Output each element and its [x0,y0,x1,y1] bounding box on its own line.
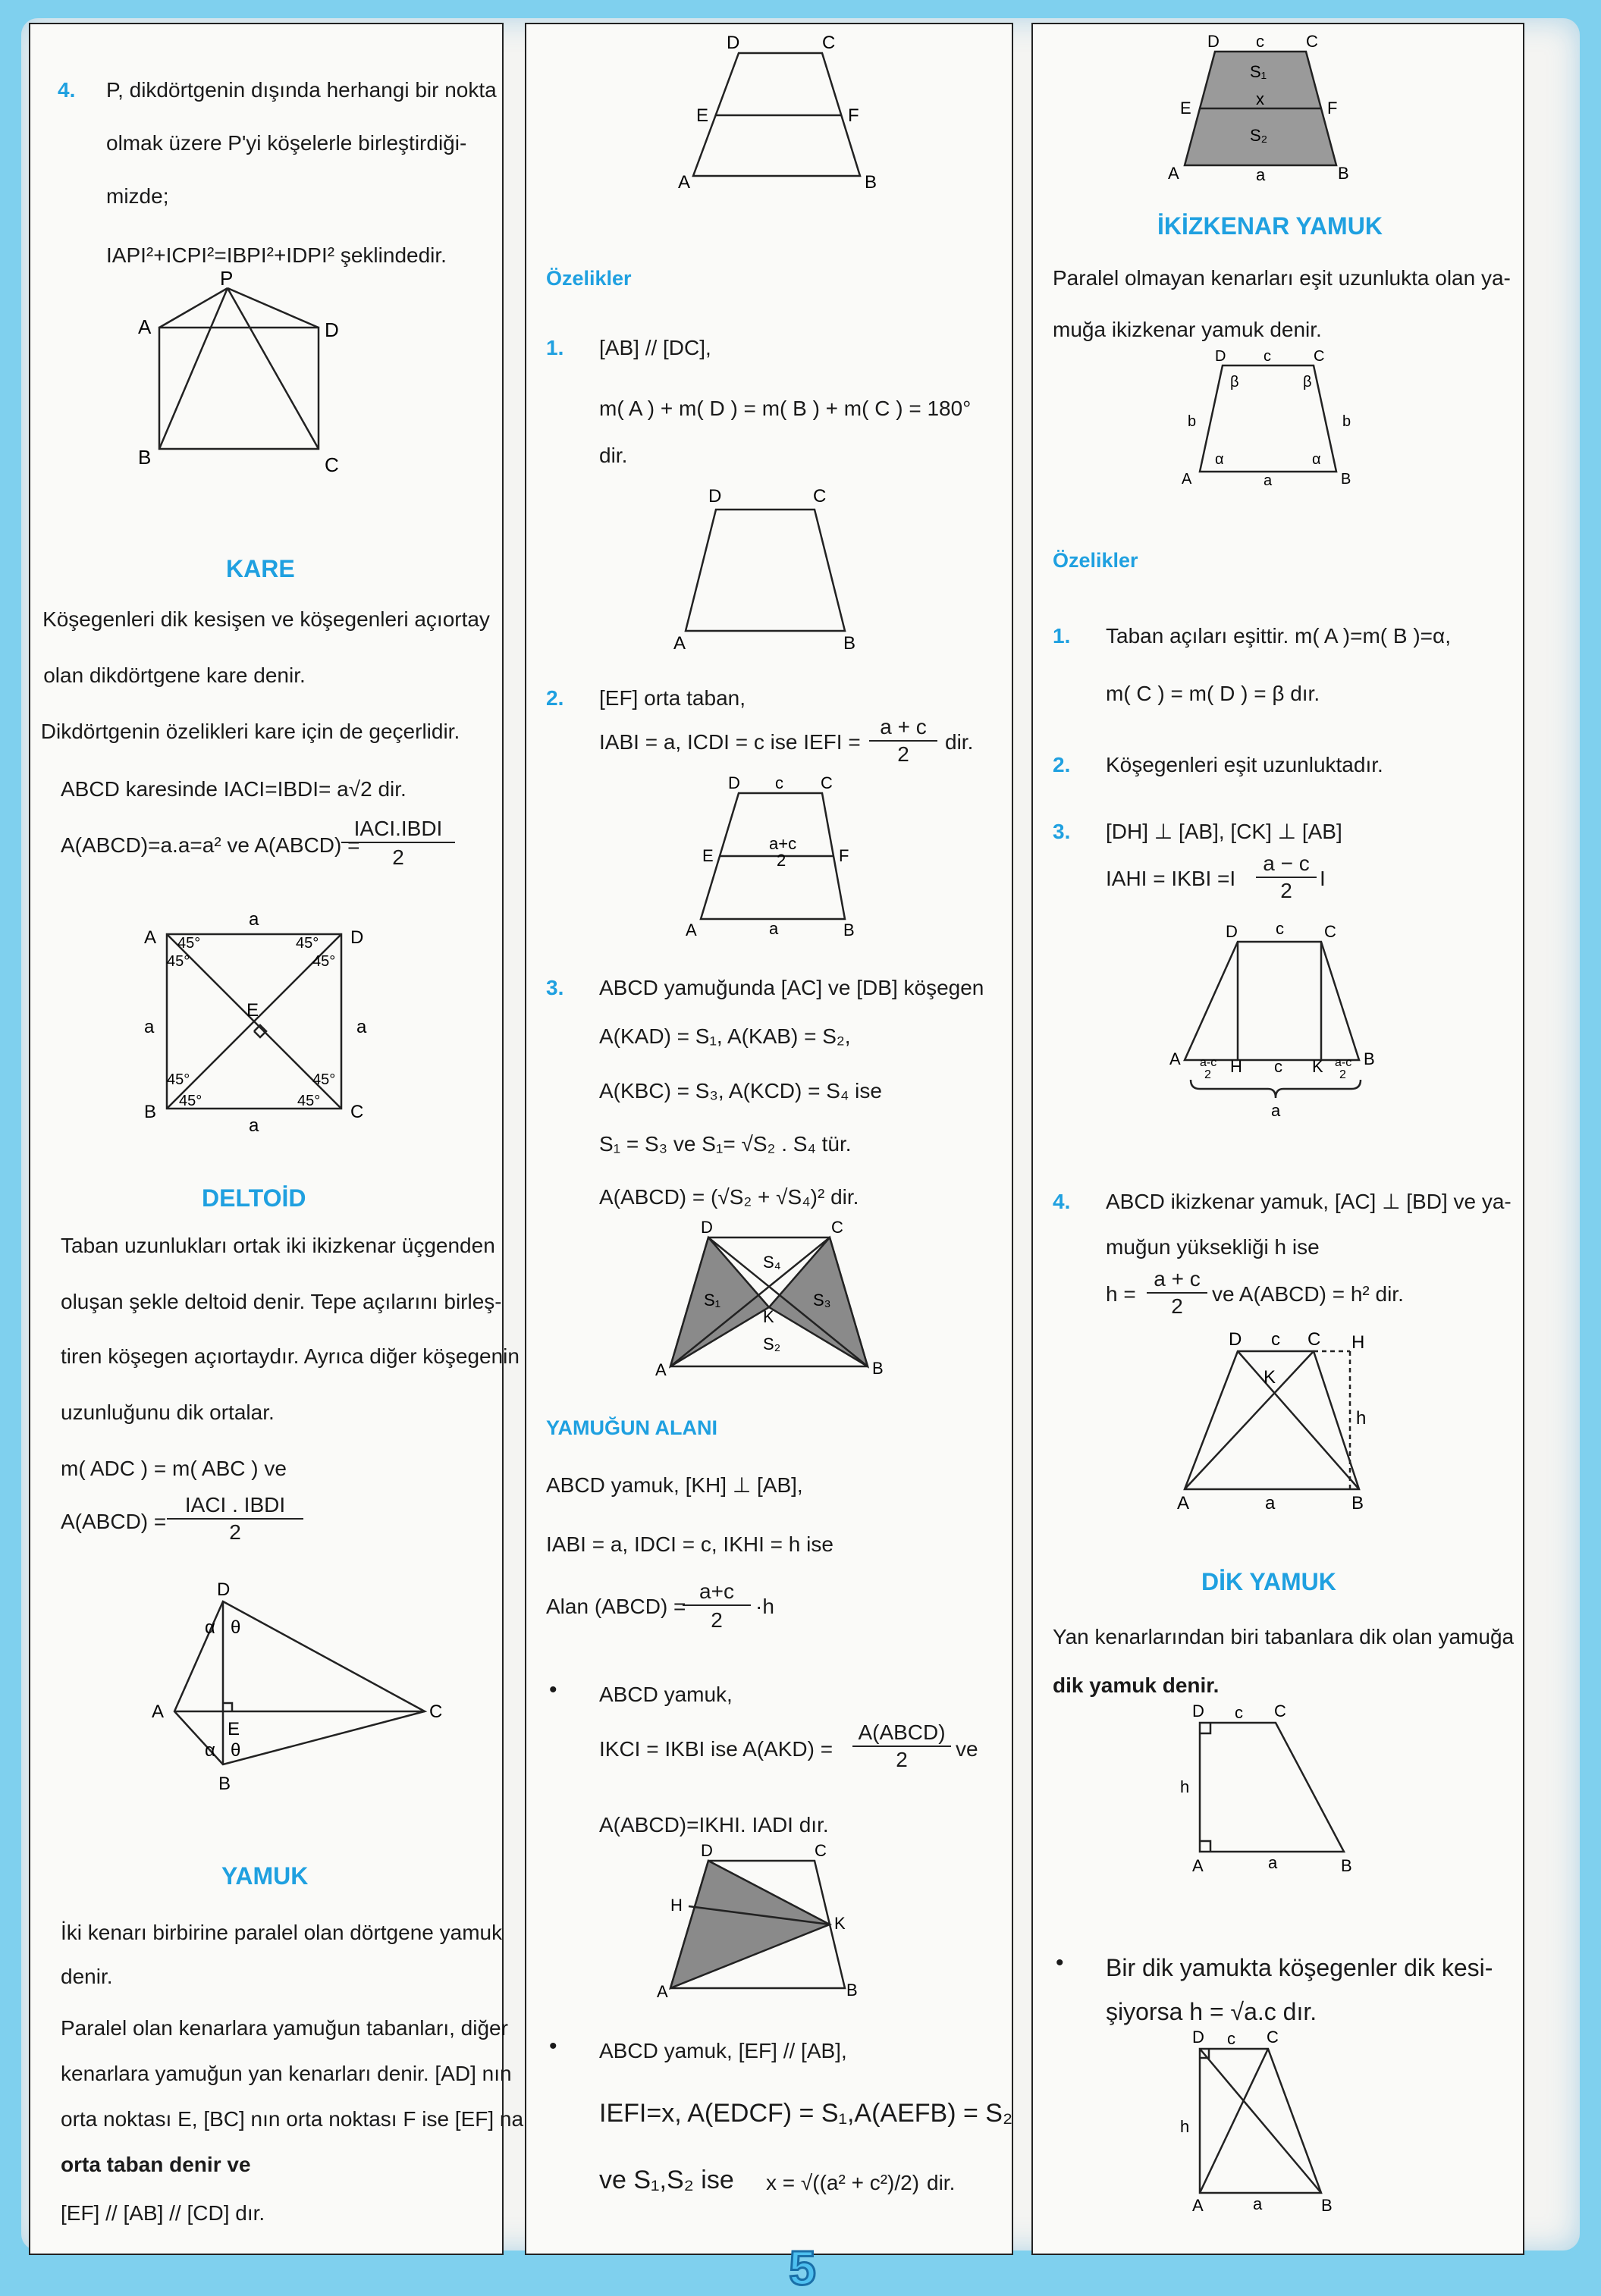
svg-text:a+c: a+c [769,834,797,853]
svg-text:α: α [205,1740,215,1761]
svg-text:A: A [1182,471,1192,488]
svg-text:E: E [1180,99,1191,118]
svg-text:C: C [822,33,836,53]
alan-frac-num: a+c [683,1579,751,1606]
svg-text:h: h [1180,2117,1190,2136]
svg-text:S₃: S₃ [813,1291,831,1310]
svg-text:E: E [228,1719,240,1739]
svg-text:b: b [1188,413,1197,430]
svg-text:A: A [144,927,157,948]
p2-line1: [EF] orta taban, [599,686,746,710]
item4-line1: P, dikdörtgenin dışında herhangi bir nokta [106,78,497,102]
svg-text:c: c [1227,2029,1235,2048]
svg-text:a: a [1264,472,1273,489]
item-number: 4. [58,78,76,102]
deltoid-line4: uzunluğunu dik ortalar. [61,1400,275,1424]
column-3 [1031,23,1524,2255]
yamugun-alani-title: YAMUĞUN ALANI [546,1416,718,1439]
svg-text:45°: 45° [312,1071,336,1088]
svg-text:B: B [138,446,152,469]
svg-text:H: H [670,1896,683,1915]
svg-text:A: A [673,633,686,654]
svg-text:c: c [1235,1703,1243,1722]
c3p3-line2: IAHI = IKBI =I [1106,867,1236,890]
svg-text:B: B [865,172,877,193]
c3p4-frac-num: a + c [1147,1266,1207,1294]
prop-number: 1. [546,336,564,359]
b1-frac-den: 2 [896,1748,908,1771]
svg-text:A: A [655,1360,667,1379]
svg-text:45°: 45° [179,1093,202,1109]
svg-text:2: 2 [1204,1068,1211,1081]
svg-text:C: C [1307,1329,1321,1350]
svg-text:C: C [813,486,827,507]
section-title-deltoid: DELTOİD [202,1184,306,1212]
alan-line3b: ·h [755,1595,774,1618]
svg-text:45°: 45° [167,953,190,970]
svg-text:E: E [702,846,714,865]
trapezoid-angles-figure [670,479,883,654]
svg-text:C: C [1324,922,1336,941]
svg-text:K: K [1264,1367,1276,1388]
svg-text:a: a [1268,1853,1278,1872]
svg-text:c: c [775,773,783,792]
b2-line3: ve S₁,S₂ ise [599,2166,734,2194]
prop-number: 3. [546,976,564,999]
prop-number: 2. [546,686,564,710]
p1-line2: m( A ) + m( D ) = m( B ) + m( C ) = 180° [599,397,972,420]
ozelikler-label: Özelikler [546,267,632,290]
svg-text:C: C [1314,348,1325,365]
dik-line1: Yan kenarlarından biri tabanlara dik olan yamuğa [1053,1625,1515,1648]
svg-text:45°: 45° [312,953,336,970]
b2-line3b: dir. [927,2171,956,2194]
yamuk-line2: denir. [61,1965,113,1988]
svg-text:c: c [1276,919,1284,938]
prop-number: 2. [1053,753,1071,776]
svg-text:S₁: S₁ [1250,62,1267,81]
b2-line2: IEFI=x, A(EDCF) = S₁,A(AEFB) = S₂ [599,2099,1013,2128]
svg-text:B: B [1338,164,1349,183]
column-2 [525,23,1013,2255]
svg-text:A: A [152,1702,165,1722]
section-title-yamuk: YAMUK [221,1862,309,1890]
svg-text:D: D [1215,348,1226,365]
svg-text:B: B [843,921,855,939]
prop-number: 1. [1053,624,1071,648]
yamuk-line1: İki kenarı birbirine paralel olan dörtgene yamuk [61,1921,503,1944]
svg-text:D: D [1192,1702,1204,1720]
svg-text:H: H [1230,1057,1242,1076]
b1-line3: A(ABCD)=IKHI. IADI dır. [599,1813,829,1836]
svg-text:A: A [678,172,691,193]
svg-text:a: a [1265,1493,1276,1513]
deltoid-figure [152,1579,443,1794]
alan-line1: ABCD yamuk, [KH] ⊥ [AB], [546,1473,803,1497]
svg-text:A: A [1192,2196,1204,2215]
deltoid-line6: A(ABCD) = [61,1510,167,1533]
svg-text:a: a [249,1115,259,1136]
svg-text:x: x [1256,89,1264,108]
svg-text:a-c: a-c [1200,1056,1217,1069]
isosceles-trapezoid-figure [1169,343,1382,494]
yamuk-line4: kenarlara yamuğun yan kenarları denir. [AD] nın [61,2062,512,2085]
trapezoid-midbase-figure [663,775,906,942]
alan-frac-den: 2 [711,1608,723,1632]
svg-text:2: 2 [777,851,786,870]
svg-text:a: a [356,1017,367,1037]
svg-text:B: B [843,633,856,654]
svg-text:c: c [1256,32,1264,51]
svg-text:B: B [1351,1493,1364,1513]
svg-text:β: β [1230,374,1239,391]
svg-text:B: B [846,1981,858,2000]
c3p3-line1: [DH] ⊥ [AB], [CK] ⊥ [AB] [1106,820,1342,843]
svg-text:C: C [815,1841,827,1860]
svg-text:D: D [325,318,339,341]
svg-text:45°: 45° [177,935,201,952]
svg-text:S₄: S₄ [763,1253,781,1272]
c3p1-line2: m( C ) = m( D ) = β dır. [1106,682,1320,705]
deltoid-line2: oluşan şekle deltoid denir. Tepe açılarını birleş- [61,1290,502,1313]
column-1 [29,23,524,2255]
isosceles-heights-figure [1169,911,1412,1120]
svg-text:K: K [834,1914,846,1933]
trapezoid-midline-figure [663,32,906,199]
p3-line3: A(KBC) = S₃, A(KCD) = S₄ ise [599,1079,882,1103]
yamuk-line5: orta noktası E, [BC] nın orta noktası F ise [EF] na [61,2107,524,2131]
b2-formula: x = √((a² + c²)/2) [766,2171,920,2194]
deltoid-frac-den: 2 [229,1520,241,1544]
right-trapezoid-figure [1169,1700,1397,1874]
svg-text:B: B [1321,2196,1333,2215]
svg-text:D: D [708,486,722,507]
svg-text:D: D [1207,32,1220,51]
svg-text:a: a [1271,1101,1281,1120]
section-title-ikizkenar: İKİZKENAR YAMUK [1157,212,1383,240]
p3-line1: ABCD yamuğunda [AC] ve [DB] köşegen [599,976,984,999]
svg-text:D: D [701,1218,713,1237]
yamuk-line3: Paralel olan kenarlara yamuğun tabanları, diğer [61,2016,508,2040]
svg-text:45°: 45° [296,935,319,952]
page-number: 5 [789,2241,816,2295]
ikiz-line2: muğa ikizkenar yamuk denir. [1053,318,1322,341]
svg-text:F: F [1327,99,1338,118]
c3p3-frac-den: 2 [1280,879,1292,902]
yamuk-line7: [EF] // [AB] // [CD] dır. [61,2201,265,2225]
svg-text:C: C [350,1102,364,1122]
c3p4-line3b: ve A(ABCD) = h² dir. [1212,1282,1404,1306]
svg-text:D: D [1226,922,1238,941]
svg-text:F: F [839,846,849,865]
svg-text:B: B [144,1102,157,1122]
deltoid-line5: m( ADC ) = m( ABC ) ve [61,1457,287,1480]
p2-line2: IABI = a, ICDI = c ise IEFI = [599,730,861,754]
ozelikler-label: Özelikler [1053,549,1138,572]
svg-text:E: E [696,105,709,126]
svg-text:45°: 45° [167,1071,190,1088]
p2-line2b: dir. [945,730,974,754]
dik-line2: dik yamuk denir. [1053,1673,1220,1697]
right-trapezoid-diagonals-figure [1169,2026,1382,2223]
deltoid-line1: Taban uzunlukları ortak iki ikizkenar üçgenden [61,1234,495,1257]
svg-text:h: h [1180,1777,1190,1796]
isosceles-perpendicular-diagonals-figure [1169,1321,1412,1513]
svg-text:a: a [769,919,779,938]
p1-line1: [AB] // [DC], [599,336,711,359]
b1-line2b: ve [956,1737,978,1761]
p1-line3: dir. [599,444,628,467]
svg-text:a: a [1253,2194,1263,2213]
b1-line1: ABCD yamuk, [599,1683,733,1706]
svg-text:A: A [1168,164,1179,183]
deltoid-line3: tiren köşegen açıortaydır. Ayrıca diğer köşegenin [61,1344,520,1368]
svg-text:D: D [1192,2028,1204,2047]
svg-text:D: D [728,773,740,792]
svg-text:S₂: S₂ [1250,126,1268,145]
svg-text:K: K [1312,1057,1323,1076]
svg-text:C: C [1267,2028,1279,2047]
dik-bullet-line1: Bir dik yamukta köşegenler dik kesi- [1106,1954,1493,1981]
trapezoid-k-figure [655,1841,898,2003]
svg-text:D: D [727,33,740,53]
svg-text:b: b [1342,413,1351,430]
section-title-dik-yamuk: DİK YAMUK [1201,1568,1336,1595]
kare-line1: Köşegenleri dik kesişen ve köşegenleri açıortay [42,607,490,631]
section-title-kare: KARE [226,555,295,582]
b1-frac-num: A(ABCD) [852,1720,951,1747]
svg-text:H: H [1351,1332,1365,1353]
ikiz-line1: Paralel olmayan kenarları eşit uzunlukta olan ya- [1053,266,1511,290]
kare-line5: A(ABCD)=a.a=a² ve A(ABCD) = [61,833,360,857]
svg-text:C: C [1306,32,1318,51]
kare-frac-num: IACI.IBDI [341,816,455,843]
svg-text:θ: θ [231,1740,241,1761]
svg-text:c: c [1274,1057,1282,1076]
svg-text:A: A [1192,1856,1204,1875]
svg-text:C: C [831,1218,843,1237]
svg-text:S₂: S₂ [763,1335,781,1353]
trapezoid-s1-s2-figure [1162,29,1389,196]
c3p4-line3: h = [1106,1282,1136,1306]
kare-line3: Dikdörtgenin özelikleri kare için de geçerlidir. [40,720,460,743]
p3-line2: A(KAD) = S₁, A(KAB) = S₂, [599,1024,851,1048]
svg-text:a: a [1256,165,1266,184]
svg-text:A: A [1169,1049,1181,1068]
svg-text:S₁: S₁ [704,1291,721,1310]
c3p2-line1: Köşegenleri eşit uzunluktadır. [1106,753,1383,776]
c3p3-frac-num: a − c [1256,851,1317,878]
c3p1-line1: Taban açıları eşittir. m( A )=m( B )=α, [1106,624,1451,648]
c3p3-line2b: I [1320,867,1326,890]
svg-text:A: A [1177,1493,1190,1513]
bullet: • [1056,1950,1064,1975]
item4-line2: olmak üzere P'yi köşelerle birleştirdiği- [106,131,467,155]
yamuk-line6: orta taban denir ve [61,2153,251,2176]
svg-text:B: B [1364,1049,1375,1068]
svg-text:C: C [429,1702,443,1722]
svg-text:D: D [217,1579,231,1600]
c3p4-line1: ABCD ikizkenar yamuk, [AC] ⊥ [BD] ve ya- [1106,1190,1512,1213]
svg-text:D: D [701,1841,713,1860]
svg-text:h: h [1356,1408,1367,1429]
svg-text:α: α [1215,451,1224,468]
kare-frac-den: 2 [392,845,404,869]
svg-text:45°: 45° [297,1093,321,1109]
b1-line2: IKCI = IKBI ise A(AKD) = [599,1737,833,1761]
bullet: • [549,2034,557,2059]
svg-text:B: B [1341,471,1351,488]
svg-text:B: B [872,1359,884,1378]
p3-line5: A(ABCD) = (√S₂ + √S₄)² dir. [599,1185,859,1209]
svg-text:A: A [686,921,697,939]
kare-line2: olan dikdörtgene kare denir. [43,663,306,687]
svg-text:F: F [848,105,859,126]
item4-line3: mizde; [106,184,169,208]
item4-formula: IAPI²+ICPI²=IBPI²+IDPI² şeklindedir. [106,243,447,267]
p3-line4: S₁ = S₃ ve S₁= √S₂ . S₄ tür. [599,1132,852,1156]
b2-line1: ABCD yamuk, [EF] // [AB], [599,2039,847,2062]
p2-frac-den: 2 [897,742,909,766]
svg-text:α: α [205,1617,215,1638]
svg-text:B: B [218,1774,231,1794]
p2-frac-num: a + c [869,714,937,742]
svg-text:C: C [325,453,339,476]
trapezoid-diagonals-figure [655,1218,898,1382]
svg-text:A: A [138,315,152,338]
svg-text:a: a [144,1017,155,1037]
bullet: • [549,1677,557,1702]
prop-number: 3. [1053,820,1071,843]
c3p4-frac-den: 2 [1171,1294,1183,1318]
c3p4-line2: muğun yüksekliği h ise [1106,1235,1320,1259]
svg-text:c: c [1264,348,1271,365]
svg-text:2: 2 [1339,1068,1346,1081]
kare-line4: ABCD karesinde IACI=IBDI= a√2 dir. [61,777,407,801]
svg-text:β: β [1303,374,1312,391]
square-figure [137,909,387,1136]
svg-text:θ: θ [231,1617,241,1638]
alan-line3: Alan (ABCD) = [546,1595,686,1618]
svg-text:P: P [220,267,234,290]
svg-text:K: K [763,1307,774,1326]
svg-text:C: C [821,773,833,792]
rectangle-p-figure [138,267,372,479]
svg-text:D: D [1229,1329,1242,1350]
svg-text:a-c: a-c [1335,1056,1352,1069]
alan-line2: IABI = a, IDCI = c, IKHI = h ise [546,1532,833,1556]
svg-text:a: a [249,909,259,930]
svg-text:α: α [1312,451,1321,468]
svg-text:B: B [1341,1856,1352,1875]
svg-text:C: C [1274,1702,1286,1720]
svg-text:A: A [657,1982,668,2001]
deltoid-frac-num: IACI . IBDI [167,1492,303,1520]
dik-bullet-line2: şiyorsa h = √a.c dır. [1106,1998,1317,2025]
svg-text:D: D [350,927,364,948]
svg-text:c: c [1271,1329,1280,1350]
prop-number: 4. [1053,1190,1071,1213]
svg-text:E: E [246,1000,259,1021]
